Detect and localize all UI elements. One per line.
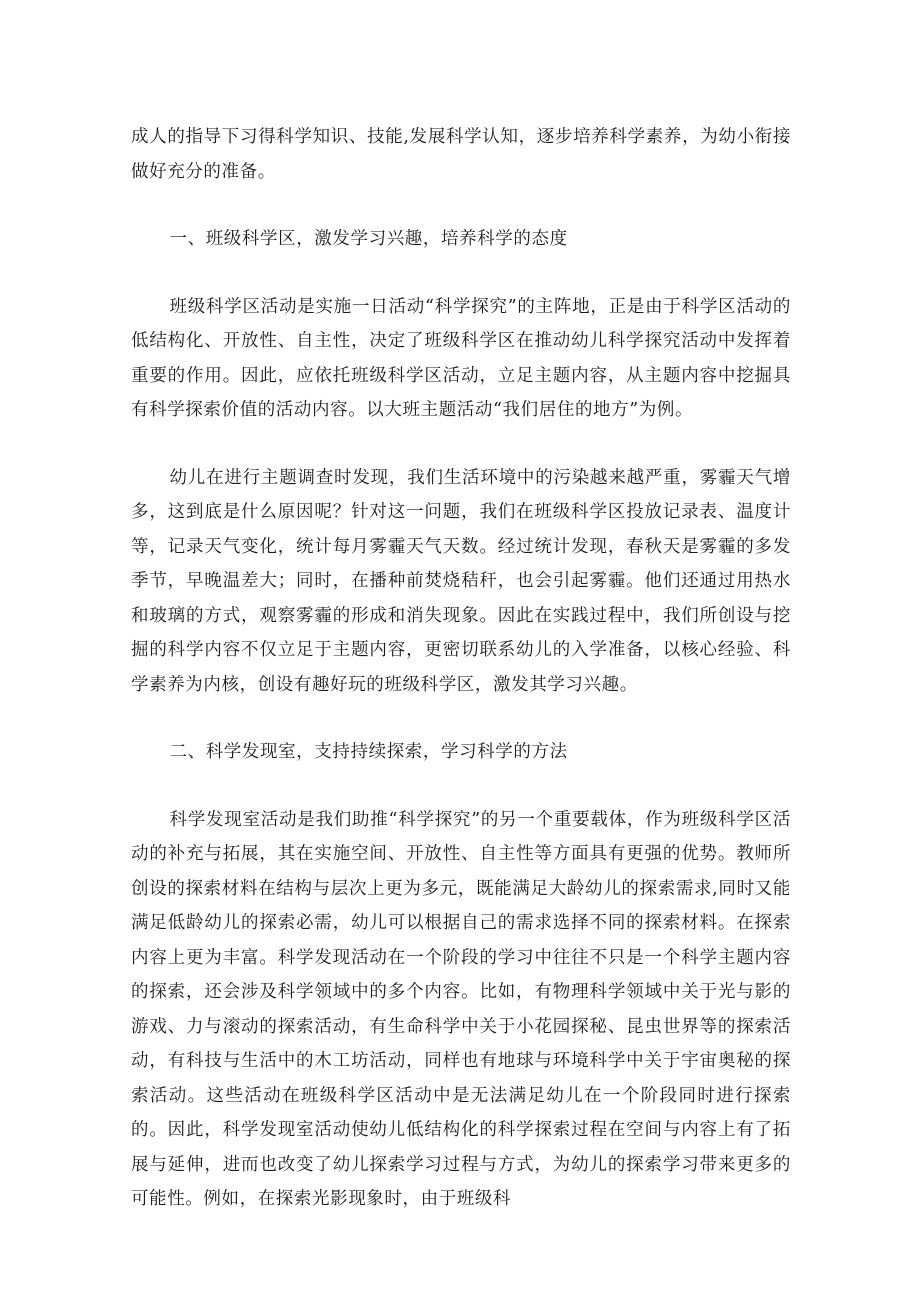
paragraph-smog-investigation: 幼儿在进行主题调查时发现，我们生活环境中的污染越来越严重，雾霾天气增多，这到底是什么原因呢？针对这一问题，我们在班级科学区投放记录表、温度计等，记录天气变化，统计每月雾霾天气天数。经过统计发现，春秋天是雾霾的多发季节，早晚温差大；同时，在播种前焚烧秸秆，也会引起雾霾。他们还通过用热水和玻璃的方式，观察雾霾的形成和消失现象。因此在实践过程中，我们所创设与挖掘的科学内容不仅立足于主题内容，更密切联系幼儿的入学准备，以核心经验、科学素养为内核，创设有趣好玩的班级科学区，激发其学习兴趣。 <box>131 467 791 695</box>
section-heading-1: 一、班级科学区，激发学习兴趣，培养科学的态度 <box>169 229 568 249</box>
document-body <box>131 120 791 1250</box>
paragraph-class-science-area: 班级科学区活动是实施一日活动“科学探究”的主阵地，正是由于科学区活动的低结构化、开放性、自主性，决定了班级科学区在推动幼儿科学探究活动中发挥着重要的作用。因此，应依托班级科学区活动，立足主题内容，从主题内容中挖掘具有科学探索价值的活动内容。以大班主题活动“我们居住的地方”为例。 <box>131 296 791 420</box>
paragraph-science-discovery-room: 科学发现室活动是我们助推“科学探究”的另一个重要载体，作为班级科学区活动的补充与拓展，其在实施空间、开放性、自主性等方面具有更强的优势。教师所创设的探索材料在结构与层次上更为多元，既能满足大龄幼儿的探索需求,同时又能满足低龄幼儿的探索必需，幼儿可以根据自己的需求选择不同的探索材料。在探索内容上更为丰富。科学发现活动在一个阶段的学习中往往不只是一个科学主题内容的探索，还会涉及科学领域中的多个内容。比如，有物理科学领域中关于光与影的游戏、力与滚动的探索活动，有生命科学中关于小花园探秘、昆虫世界等的探索活动，有科技与生活中的木工坊活动，同样也有地球与环境科学中关于宇宙奥秘的探索活动。这些活动在班级科学区活动中是无法满足幼儿在一个阶段同时进行探索的。因此，科学发现室活动使幼儿低结构化的科学探索过程在空间与内容上有了拓展与延伸，进而也改变了幼儿探索学习过程与方式，为幼儿的探索学习带来更多的可能性。例如，在探索光影现象时，由于班级科 <box>131 809 791 1209</box>
paragraph-intro-continuation: 成人的指导下习得科学知识、技能,发展科学认知，逐步培养科学素养，为幼小衔接做好充分的准备。 <box>131 127 791 182</box>
section-heading-2: 二、科学发现室，支持持续探索，学习科学的方法 <box>169 742 568 762</box>
